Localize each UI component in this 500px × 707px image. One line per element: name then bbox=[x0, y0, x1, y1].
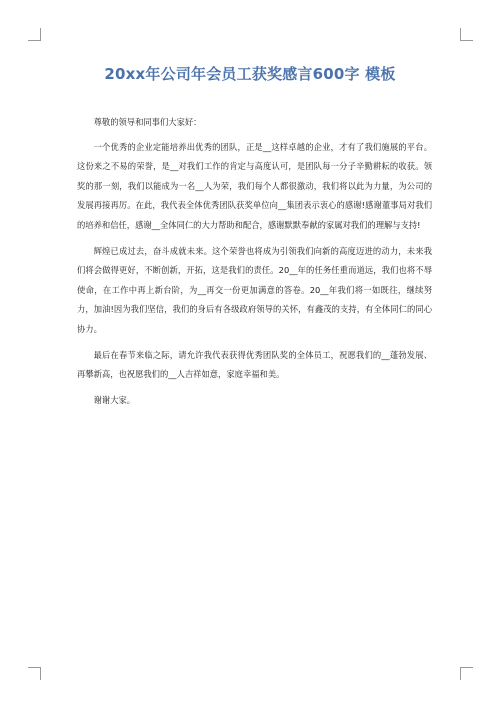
closing: 谢谢大家。 bbox=[93, 394, 136, 405]
crop-mark-bottom-right bbox=[460, 667, 473, 680]
document-body bbox=[77, 113, 432, 416]
paragraph-2: 辉煌已成过去，奋斗成就未来。这个荣誉也将成为引领我们向新的高度迈进的动力，未来我们将会做得更好，不断创新，开拓，这是我们的责任。20__年的任务任重而道远，我们也将不辱使命，在工作中再上新台阶，为__再交一份更加满意的答卷。20__年我们将一如既往，继续努力，加油!因为我们坚信，我们的身后有各级政府领导的关怀，有鑫茂的支持，有全体同仁的同心协力。 bbox=[77, 245, 432, 334]
crop-mark-top-right bbox=[460, 28, 473, 41]
document-title: 20xx年公司年会员工获奖感言600字 模板 bbox=[104, 65, 396, 83]
salutation: 尊敬的领导和同事们大家好： bbox=[93, 117, 202, 127]
paragraph-1: 一个优秀的企业定能培养出优秀的团队，正是__这样卓越的企业，才有了我们施展的平台。这份来之不易的荣誉，是__对我们工作的肯定与高度认可，是团队每一分子辛勤耕耘的收获。领奖的那一刻，我们以能成为一名__人为荣，我们每个人都很激动，我们将以此为力量，为公司的发展再接再厉。在此，我代表全体优秀团队获奖单位向__集团表示衷心的感谢!感谢董事局对我们的培养和信任，感谢__全体同仁的大力帮助和配合，感谢默默奉献的家属对我们的理解与支持! bbox=[77, 141, 432, 230]
paragraph-3: 最后在春节来临之际，请允许我代表获得优秀团队奖的全体员工，祝愿我们的__蓬勃发展、再攀新高，也祝愿我们的__人吉祥如意，家庭幸福和美。 bbox=[77, 349, 432, 380]
crop-mark-bottom-left bbox=[28, 667, 41, 680]
crop-mark-top-left bbox=[28, 28, 41, 41]
